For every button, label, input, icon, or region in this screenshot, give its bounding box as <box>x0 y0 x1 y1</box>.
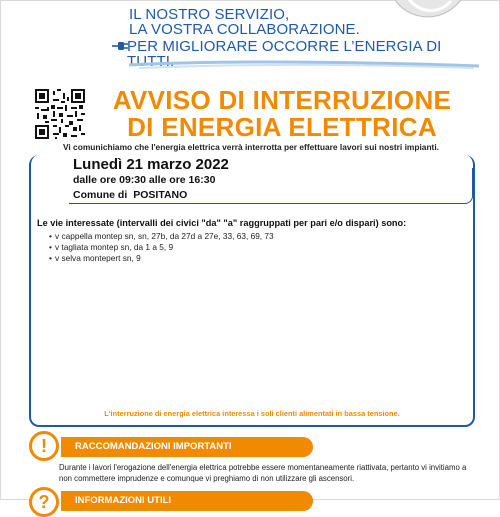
bullet: • <box>49 253 52 263</box>
recommendations-text: Durante i lavori l'erogazione dell'energia elettrica potrebbe essere momentaneamente riattivata, pertanto vi invitiamo a non commettere imprudenze e comunque vi preghiamo di non utilizzare gli ascensori. <box>59 463 467 483</box>
list-item <box>49 231 274 242</box>
banner-line-2: LA VOSTRA COLLABORAZIONE. <box>129 21 360 38</box>
low-voltage-note: L'interruzione di energia elettrica interessa i soli clienti alimentati in bassa tensione. <box>104 409 400 418</box>
streets-list <box>49 231 274 264</box>
notice-title <box>97 87 467 141</box>
question-icon: ? <box>29 487 59 517</box>
bullet: • <box>49 231 52 241</box>
banner-line-3: PER MIGLIORARE OCCORRE L’ENERGIA DI TUTTI. <box>127 38 442 70</box>
street-text: v cappella montep sn, sn, 27b, da 27d a 27e, 33, 63, 69, 73 <box>55 231 274 241</box>
street-text: v selva montepert sn, 9 <box>55 253 141 263</box>
list-item <box>49 242 274 253</box>
qr-code[interactable] <box>35 89 85 139</box>
comune <box>73 189 187 201</box>
banner-swoosh <box>129 59 479 69</box>
title-line-2: DI ENERGIA ELETTRICA <box>127 112 437 142</box>
exclamation-icon: ! <box>29 431 59 461</box>
intro-text: Vi comunichiamo che l'energia elettrica verrà interrotta per effettuare lavori sui nostri impianti. <box>62 142 440 152</box>
recommendations-heading: RACCOMANDAZIONI IMPORTANTI <box>61 437 313 457</box>
comune-value: POSITANO <box>133 189 188 201</box>
info-heading: INFORMAZIONI UTILI <box>61 491 313 511</box>
interruption-time: dalle ore 09:30 alle ore 16:30 <box>73 174 216 186</box>
street-text: v tagliata montep sn, da 1 a 5, 9 <box>55 242 174 252</box>
list-item <box>49 253 274 264</box>
interruption-date: Lunedì 21 marzo 2022 <box>73 156 229 173</box>
streets-heading: Le vie interessate (intervalli dei civici "da" "a" raggruppati per pari e/o dispari) sono: <box>37 218 407 228</box>
banner <box>31 1 471 73</box>
bulb-graphic <box>389 0 469 31</box>
title-line-1: AVVISO DI INTERRUZIONE <box>112 85 452 115</box>
banner-line-1: IL NOSTRO SERVIZIO, <box>129 6 290 23</box>
bullet: • <box>49 242 52 252</box>
comune-label: Comune di <box>73 189 128 201</box>
